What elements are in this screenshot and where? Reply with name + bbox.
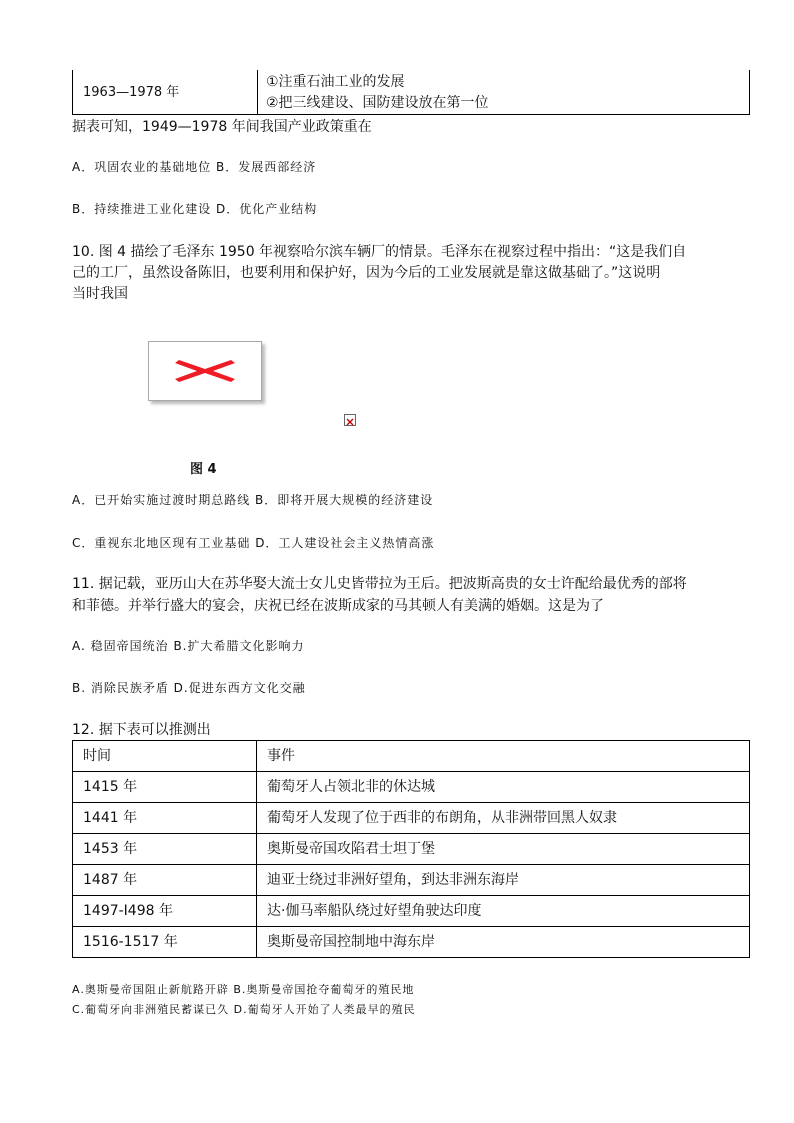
q11-options-cd: B. 消除民族矛盾 D.促进东西方文化交融 [72,681,306,695]
q9-options-cd: B．持续推进工业化建设 D．优化产业结构 [72,202,318,216]
row-time: 1453 年 [73,834,257,865]
row-time: 1487 年 [73,865,257,896]
q9-options-ab: A．巩固农业的基础地位 B．发展西部经济 [72,160,317,174]
q10-options-cd: C．重视东北地区现有工业基础 D．工人建设社会主义热情高涨 [72,536,435,550]
broken-image-placeholder [148,341,262,401]
row-event: 奥斯曼帝国攻陷君士坦丁堡 [257,834,750,865]
row-time: 1441 年 [73,803,257,834]
q9-stem: 据表可知，1949—1978 年间我国产业政策重在 [72,119,372,135]
table-header-row [73,741,750,772]
table-policy-item-2: ②把三线建设、国防建设放在第一位 [266,95,489,111]
broken-image-icon [344,414,356,426]
red-x-icon [149,342,261,400]
row-event: 奥斯曼帝国控制地中海东岸 [257,927,750,958]
row-event: 葡萄牙人占领北非的休达城 [257,772,750,803]
q10-stem-line3: 当时我国 [72,286,128,302]
table-row [73,896,750,927]
row-time: 1497-I498 年 [73,896,257,927]
policy-table-fragment [72,70,750,115]
table-row [73,865,750,896]
table-policy-item-1: ①注重石油工业的发展 [266,74,405,90]
row-event: 达·伽马率船队绕过好望角驶达印度 [257,896,750,927]
event-table [72,740,750,958]
q12-options-cd: C.葡萄牙向非洲殖民蓄谋已久 D.葡萄牙人开始了人类最早的殖民 [72,1003,416,1016]
q10-stem-line1: 10. 图 4 描绘了毛泽东 1950 年视察哈尔滨车辆厂的情景。毛泽东在视察过程中指出：“这是我们自 [72,244,687,260]
row-event: 葡萄牙人发现了位于西非的布朗角，从非洲带回黑人奴隶 [257,803,750,834]
row-event: 迪亚士绕过非洲好望角，到达非洲东海岸 [257,865,750,896]
figure-caption: 图 4 [190,462,217,477]
header-time: 时间 [73,741,257,772]
header-event: 事件 [257,741,750,772]
table-divider [257,70,258,114]
table-period-cell: 1963—1978 年 [83,85,180,100]
table-row [73,834,750,865]
q12-stem: 12. 据下表可以推测出 [72,722,211,738]
row-time: 1415 年 [73,772,257,803]
table-row [73,927,750,958]
q12-options-ab: A.奥斯曼帝国阻止新航路开辟 B.奥斯曼帝国抢夺葡萄牙的殖民地 [72,983,415,996]
q11-stem-line2: 和菲德。并举行盛大的宴会，庆祝已经在波斯成家的马其顿人有美满的婚姻。这是为了 [72,598,604,614]
table-row [73,772,750,803]
table-row [73,803,750,834]
q11-stem-line1: 11. 据记载，亚历山大在苏华娶大流士女儿史皆带拉为王后。把波斯高贵的女士许配给最优秀的部将 [72,576,687,592]
row-time: 1516-1517 年 [73,927,257,958]
q10-options-ab: A．已开始实施过渡时期总路线 B．即将开展大规模的经济建设 [72,493,434,507]
q10-stem-line2: 己的工厂，虽然设备陈旧，也要利用和保护好，因为今后的工业发展就是靠这做基础了。”这说明 [72,265,661,281]
q11-options-ab: A. 稳固帝国统治 B.扩大希腊文化影响力 [72,639,305,653]
